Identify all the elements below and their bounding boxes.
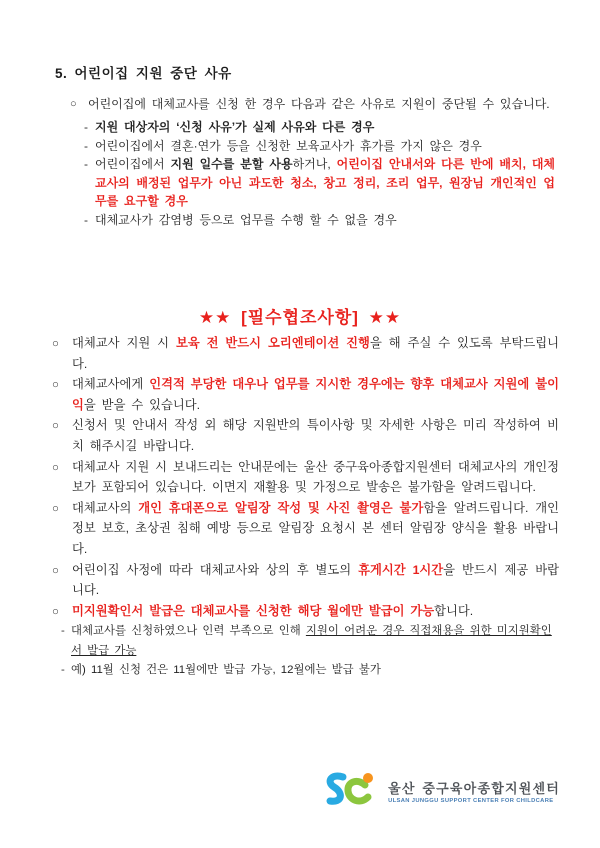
circle-bullet-icon: ○ xyxy=(52,379,59,392)
list-item-text xyxy=(95,137,555,156)
text-run: 미지원확인서 발급은 대체교사를 신청한 해당 월에만 발급이 가능 xyxy=(72,603,435,618)
text-run: 어린이집에서 결혼·연가 등을 신청한 보육교사가 휴가를 가지 않은 경우 xyxy=(95,138,482,153)
footer-org-branding xyxy=(321,770,560,812)
text-run: 어린이집 안내서와 다른 반에 배치, 대체교사의 배정된 업무가 아닌 과도한 청소, 창고 정리, 조리 업무, 원장님 개인적인 업무를 요구할 경우 xyxy=(95,157,556,209)
text-run: 지원 대상자의 ‘신청 사유’가 실제 사유와 다른 경우 xyxy=(95,120,375,134)
text-run: 을 해 주실 수 있도록 부탁드립니다. xyxy=(72,336,559,371)
list-item-text xyxy=(95,155,555,211)
text-run: 하거나, xyxy=(292,157,337,172)
circle-bullet-icon: ○ xyxy=(70,98,77,110)
list-item-text xyxy=(72,457,559,498)
dash-bullet-icon: - xyxy=(84,212,88,227)
sub-list-item-text xyxy=(71,661,559,681)
footer-org-names xyxy=(388,778,560,805)
list-item xyxy=(52,498,559,560)
text-run: 어린이집 사정에 따라 대체교사와 상의 후 별도의 xyxy=(72,562,359,577)
list-item-text xyxy=(95,118,555,137)
dash-bullet-icon: - xyxy=(84,157,88,172)
text-run: 대체교사의 xyxy=(72,500,139,515)
list-item-text xyxy=(72,601,559,623)
text-run: 신청서 및 안내서 작성 외 해당 지원반의 특이사항 및 자세한 사항은 미리 작성하여 비치 해주시길 바랍니다. xyxy=(72,418,559,453)
dash-bullet-icon: - xyxy=(84,120,88,134)
text-run: 휴게시간 1시간 xyxy=(358,562,444,577)
text-run: 합니다. xyxy=(434,603,474,618)
list-item-text xyxy=(72,498,559,560)
dash-bullet-icon: - xyxy=(61,625,65,638)
list-item xyxy=(52,457,559,498)
sub-list-item-text xyxy=(71,622,559,661)
list-item-text xyxy=(72,333,559,374)
text-run: 지원이 어려운 경우 직접채용을 위한 미지원확인서 발급 가능 xyxy=(71,625,552,657)
text-run: 대체교사에게 xyxy=(72,377,150,392)
required-cooperation-heading: ★★ [필수협조사항] ★★ xyxy=(198,308,402,327)
text-run: 어린이집에서 xyxy=(95,157,171,172)
text-run: 함을 알려드립니다. 개인정보 보호, 초상권 침해 예방 등으로 알림장 요청시 본 센터 알림장 양식을 활용 바랍니다. xyxy=(72,500,560,556)
dash-bullet-icon: - xyxy=(61,664,65,677)
org-name-korean: 울산 중구육아종합지원센터 xyxy=(388,780,560,796)
intro-text: 어린이집에 대체교사를 신청 한 경우 다음과 같은 사유로 지원이 중단될 수 있습니다. xyxy=(88,97,550,111)
circle-bullet-icon: ○ xyxy=(52,461,59,474)
text-run: 지원 일수를 분할 사용 xyxy=(170,157,293,172)
required-cooperation-list xyxy=(52,333,559,681)
list-item xyxy=(52,415,559,456)
section-title: 5. 어린이집 지원 중단 사유 xyxy=(55,66,232,81)
text-run: 대체교사를 신청하였으나 인력 부족으로 인해 xyxy=(71,625,306,638)
list-item xyxy=(52,560,559,601)
intro-line xyxy=(55,95,555,114)
text-run: 을 반드시 제공 바랍니다. xyxy=(72,562,560,598)
list-item-text xyxy=(72,560,559,601)
list-item xyxy=(52,333,559,374)
list-item xyxy=(84,118,555,137)
dash-bullet-icon: - xyxy=(84,138,88,153)
sub-list-item xyxy=(52,661,559,681)
section-suspension-reasons xyxy=(55,62,555,230)
sub-list-item xyxy=(52,622,559,661)
text-run: 대체교사 지원 시 보내드리는 안내문에는 울산 중구육아종합지원센터 대체교사의 개인정보가 포함되어 있습니다. 이면지 재활용 및 가정으로 발송은 불가함을 알려드립니다. xyxy=(72,459,559,495)
text-run: 보육 전 반드시 오리엔테이션 진행 xyxy=(175,336,370,350)
list-item-text xyxy=(72,415,559,456)
circle-bullet-icon: ○ xyxy=(52,564,59,577)
text-run: 대체교사 지원 시 xyxy=(72,336,176,350)
org-name-english: ULSAN JUNGGU SUPPORT CENTER FOR CHILDCARE xyxy=(388,798,554,805)
circle-bullet-icon: ○ xyxy=(52,502,59,515)
list-item xyxy=(84,155,555,211)
circle-bullet-icon: ○ xyxy=(52,420,59,433)
list-item xyxy=(84,211,555,230)
text-run: 예) 11월 신청 건은 11월에만 발급 가능, 12월에는 발급 불가 xyxy=(71,664,381,677)
list-item xyxy=(52,601,559,623)
circle-bullet-icon: ○ xyxy=(52,338,59,350)
center-logo-icon xyxy=(321,770,381,812)
list-item xyxy=(84,137,555,156)
text-run: 을 받을 수 있습니다. xyxy=(83,397,201,412)
text-run: 대체교사가 감염병 등으로 업무를 수행 할 수 없을 경우 xyxy=(95,212,397,227)
list-item-text xyxy=(72,374,559,415)
text-run: 개인 휴대폰으로 알림장 작성 및 사진 촬영은 불가 xyxy=(138,500,424,515)
list-item-text xyxy=(95,211,555,230)
suspension-reason-list xyxy=(55,118,555,230)
circle-bullet-icon: ○ xyxy=(52,605,59,618)
list-item xyxy=(52,374,559,415)
text-run: 인격적 부당한 대우나 업무를 지시한 경우에는 향후 대체교사 지원에 불이익 xyxy=(72,377,559,412)
